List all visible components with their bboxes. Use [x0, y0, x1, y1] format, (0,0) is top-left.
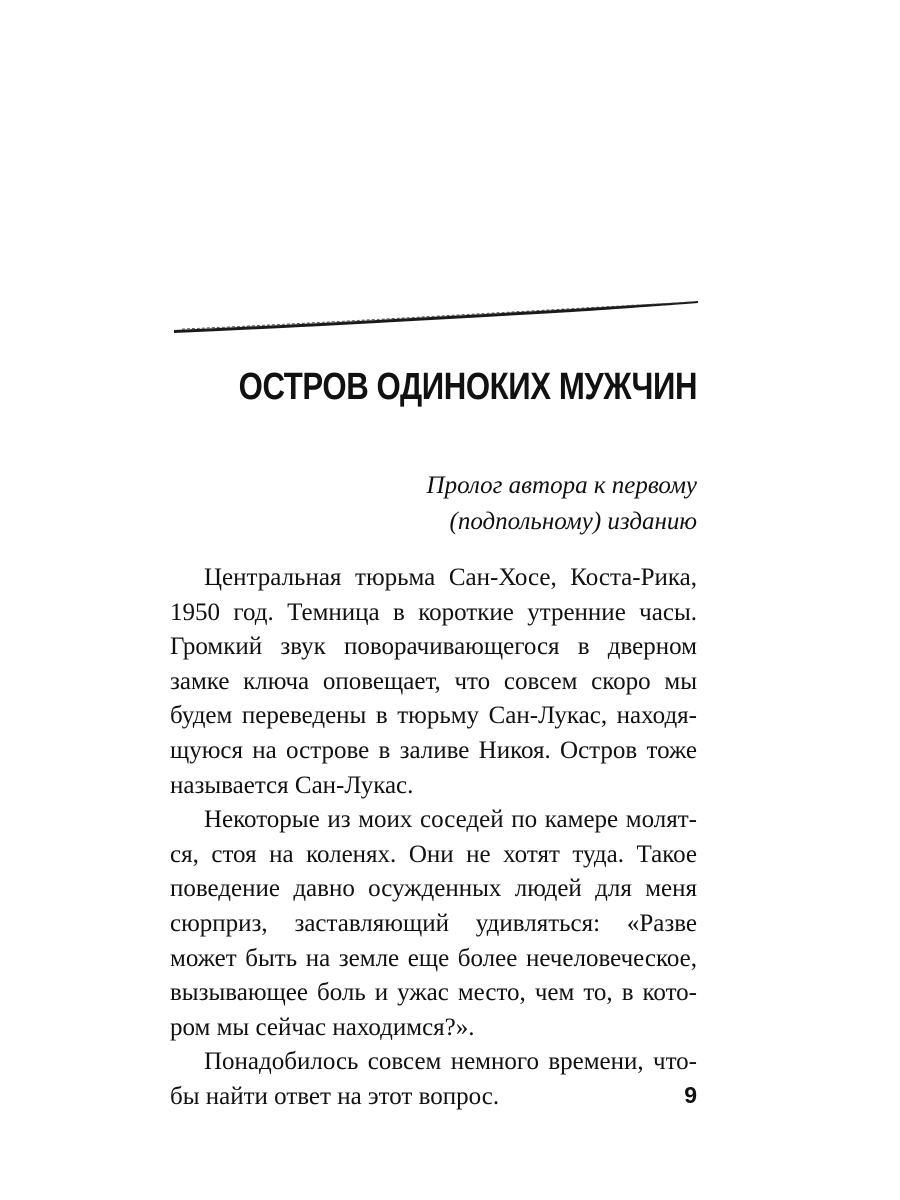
decorative-rule: [172, 296, 700, 336]
text-line: называется Сан-Лукас.: [170, 771, 414, 799]
body-text: [170, 561, 697, 1115]
paragraph: [170, 561, 697, 803]
text-line: ся, стоя на коленях. Они не хотят туда. Такое: [170, 840, 697, 868]
text-line: вызывающее боль и ужас место, чем то, в кото-: [170, 979, 697, 1007]
text-line: Центральная тюрьма Сан-Хосе, Коста-Рика,: [204, 564, 697, 591]
paragraph: [170, 803, 697, 1045]
text-line: замке ключа оповещает, что совсем скоро мы: [170, 667, 697, 695]
text-line: бы найти ответ на этот вопрос.: [170, 1082, 500, 1110]
epigraph-line: (подпольному) изданию: [449, 508, 697, 535]
text-line: может быть на земле еще более нечеловеческое,: [170, 944, 697, 972]
paragraph: [170, 1045, 697, 1114]
text-line: ром мы сейчас находимся?».: [170, 1013, 475, 1041]
chapter-title: ОСТРОВ ОДИНОКИХ МУЖЧИН: [238, 366, 697, 408]
text-line: сюрприз, заставляющий удивляться: «Разве: [170, 909, 697, 937]
text-line: 1950 год. Темница в короткие утренние часы.: [170, 598, 697, 626]
epigraph-line: Пролог автора к первому: [426, 472, 697, 499]
epigraph: [427, 468, 697, 540]
text-line: Понадобилось совсем немного времени, что-: [204, 1048, 697, 1076]
page-number: 9: [684, 1082, 697, 1108]
text-line: щуюся на острове в заливе Никоя. Остров тоже: [170, 736, 697, 764]
text-line: поведение давно осужденных людей для меня: [170, 875, 697, 903]
text-line: Громкий звук поворачивающегося в дверном: [170, 633, 697, 661]
text-line: Некоторые из моих соседей по камере молят-: [204, 806, 697, 834]
text-line: будем переведены в тюрьму Сан-Лукас, находя-: [170, 702, 697, 730]
